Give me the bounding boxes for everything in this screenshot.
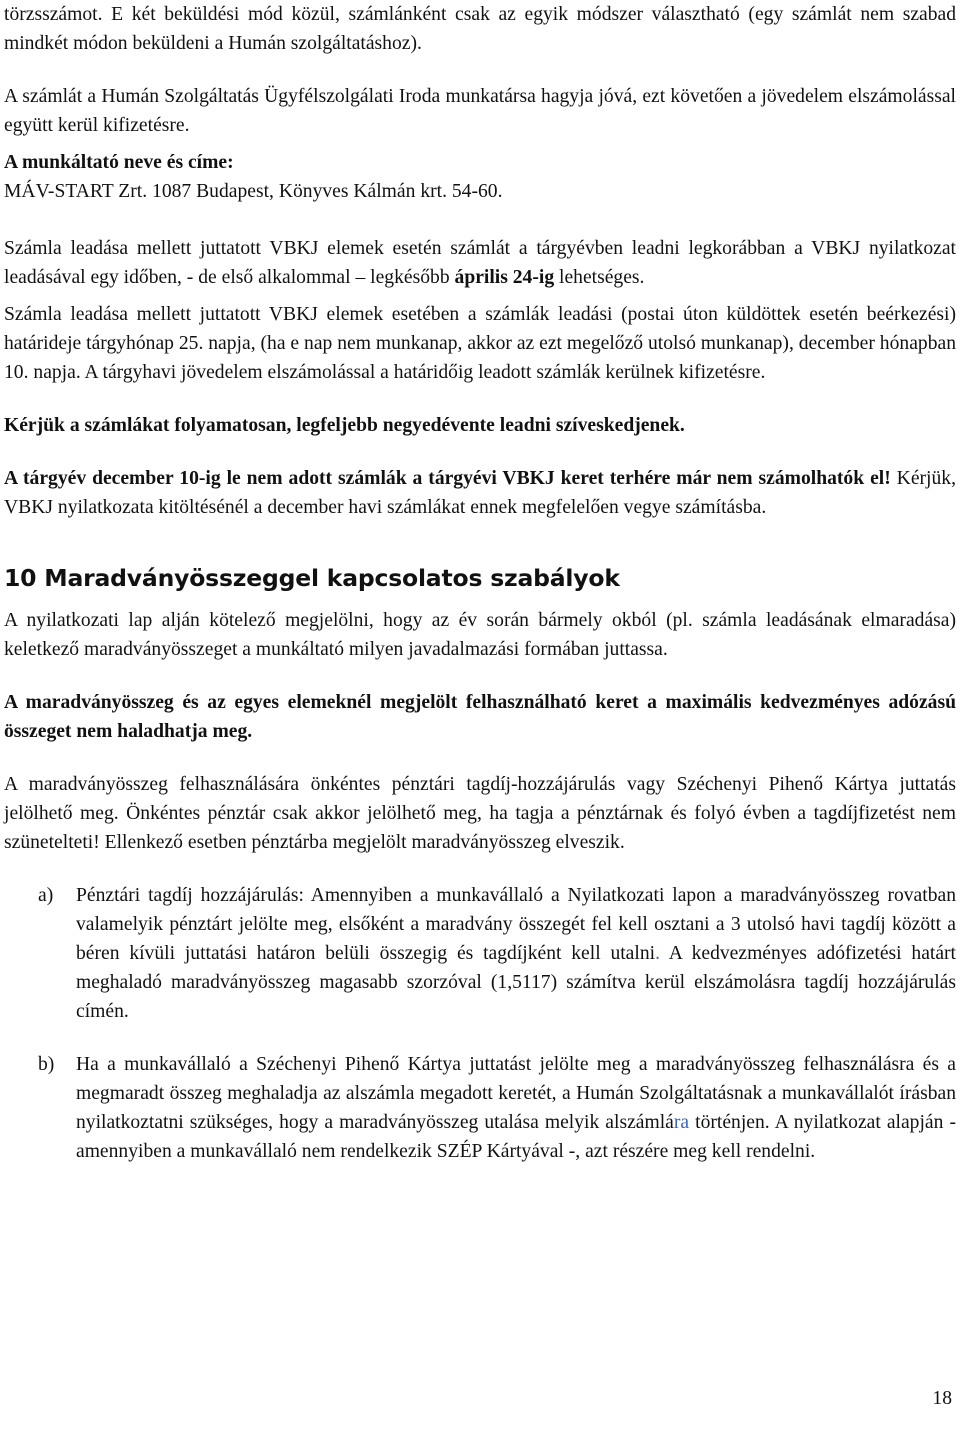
list-item-text-part: Ha a munkavállaló a Széchenyi Pihenő Kártya juttatást jelölte meg a maradványösszeg felhasználásra és a megmaradt összeg meghaladja az alszámla megadott keretét, a Humán Szolgáltatásnak a munkavállalót írásban nyilatkoztatni szükséges, hogy a maradványösszeg utalása melyik alszámlá <box>76 1054 956 1133</box>
list-item-szep-card <box>4 1050 956 1166</box>
document-page <box>4 0 956 1166</box>
list-item-fund-contribution <box>4 881 956 1026</box>
paragraph-residual-usage: A maradványösszeg felhasználására önkéntes pénztári tagdíj-hozzájárulás vagy Széchenyi Pihenő Kártya juttatás jelölhető meg. Önkéntes pénztár csak akkor jelölhető meg, ha tagja a pénztárnak és folyó évben a tagdíjfizetést nem szünetelteti! Ellenkező esetben pénztárba megjelölt maradványösszeg elveszik. <box>4 774 956 853</box>
paragraph-december-warning <box>4 464 956 522</box>
list-item-text-part: A kedvezményes adófizetési határt meghaladó maradványösszeg magasabb szorzóval (1,5117) számítva kerül elszámolásra tagdíj hozzájárulás címén. <box>76 943 956 1022</box>
paragraph-quarterly-request <box>4 411 956 440</box>
december-warning-bold: A tárgyév december 10-ig le nem adott számlák a tárgyévi VBKJ keret terhére már nem számolhatók el! <box>4 468 891 489</box>
paragraph-residual-declaration: A nyilatkozati lap alján kötelező megjelölni, hogy az év során bármely okból (pl. számla leadásának elmaradása) keletkező maradványösszeget a munkáltató milyen javadalmazási formában juttassa. <box>4 610 956 660</box>
paragraph-approval: A számlát a Humán Szolgáltatás Ügyfélszolgálati Iroda munkatársa hagyja jóvá, ezt követően a jövedelem elszámolással együtt kerül kifizetésre. <box>4 86 956 136</box>
list-item-text-highlight: . <box>655 943 660 964</box>
list-item-text <box>76 1050 956 1166</box>
employer-label-text: A munkáltató neve és címe: <box>4 152 234 173</box>
list-item-text <box>76 881 956 1026</box>
employer-label <box>4 148 956 177</box>
list-item-text-highlight: ra <box>673 1112 690 1133</box>
paragraph-first-deadline <box>4 234 956 292</box>
first-deadline-date: április 24-ig <box>454 267 555 288</box>
paragraph-monthly-deadline: Számla leadása mellett juttatott VBKJ elemek esetében a számlák leadási (postai úton küldöttek esetén beérkezési) határideje tárgyhónap 25. napja, (ha e nap nem munkanap, akkor az ezt megelőző utolsó munkanap), december hónapban 10. napja. A tárgyhavi jövedelem elszámolással a határidőig leadott számlák kerülnek kifizetésre. <box>4 304 956 383</box>
list-item-text-part: Pénztári tagdíj hozzájárulás: Amennyiben a munkavállaló a Nyilatkozati lapon a maradványösszeg rovatban valamelyik pénztárt jelölte meg, elsőként a maradvány összegét fel kell osztani a 3 utolsó havi tagdíj között a béren kívüli juttatási határon belüli összegig és tagdíjként kell utalni <box>76 885 956 964</box>
december-warning-rest: Kérjük, VBKJ nyilatkozata kitöltésénél a december havi számlákat ennek megfelelően vegye számításba. <box>4 468 956 518</box>
list-marker: b) <box>38 1054 55 1075</box>
list-marker: a) <box>38 885 54 906</box>
section-heading: 10 Maradványösszeggel kapcsolatos szabályok <box>4 564 620 592</box>
first-deadline-tail: lehetséges. <box>554 267 645 288</box>
residual-limit-text: A maradványösszeg és az egyes elemeknél megjelölt felhasználható keret a maximális kedvezményes adózású összeget nem haladhatja meg. <box>4 692 956 742</box>
employer-value: MÁV-START Zrt. 1087 Budapest, Könyves Kálmán krt. 54-60. <box>4 181 503 202</box>
list-item-text-part: történjen. A nyilatkozat alapján - amennyiben a munkavállaló nem rendelkezik SZÉP Kártyával -, azt részére meg kell rendelni. <box>76 1112 956 1162</box>
paragraph-submission-method: törzsszámot. E két beküldési mód közül, számlánként csak az egyik módszer választható (egy számlát nem szabad mindkét módon beküldeni a Humán szolgáltatáshoz). <box>4 4 956 54</box>
first-deadline-text: Számla leadása mellett juttatott VBKJ elemek esetén számlát a tárgyévben leadni legkorábban a VBKJ nyilatkozat leadásával egy időben, - de első alkalommal – legkésőbb <box>4 238 956 288</box>
quarterly-request-text: Kérjük a számlákat folyamatosan, legfeljebb negyedévente leadni szíveskedjenek. <box>4 415 685 436</box>
paragraph-residual-limit <box>4 688 956 746</box>
page-number: 18 <box>932 1388 952 1409</box>
